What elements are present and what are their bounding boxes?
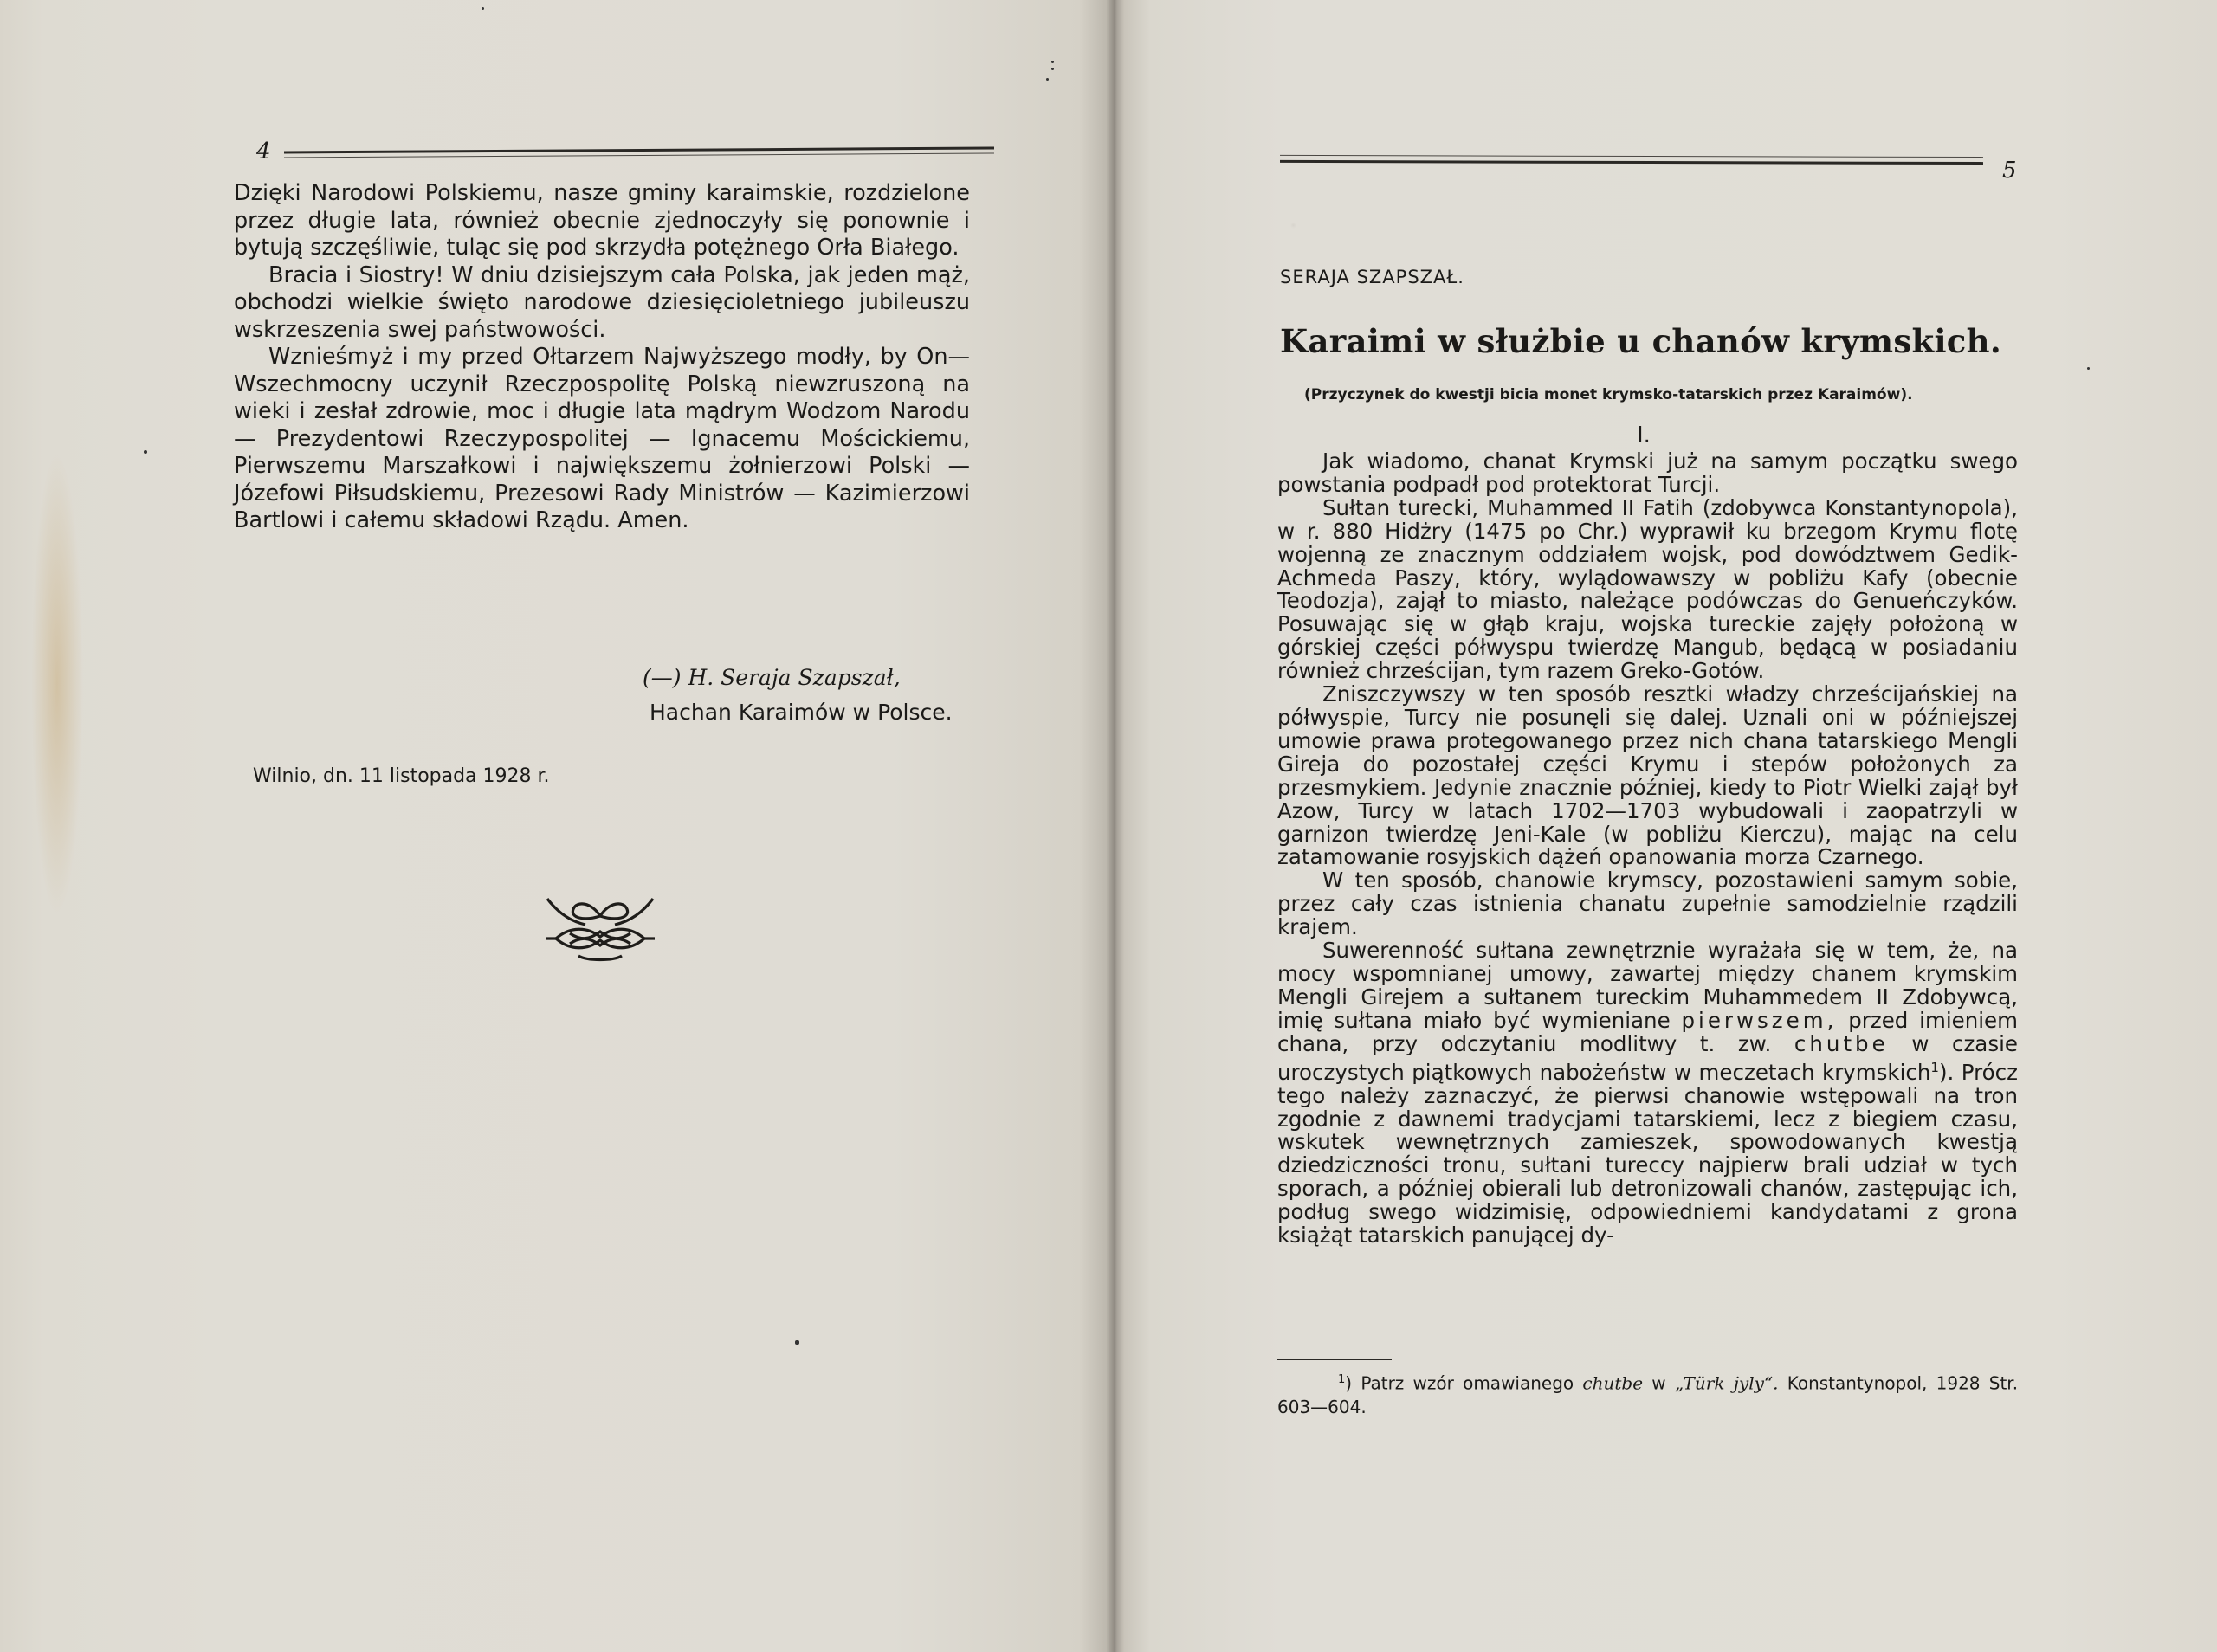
place-date: Wilnio, dn. 11 listopada 1928 r. xyxy=(253,765,550,787)
footnote-ref[interactable]: 1 xyxy=(1930,1059,1939,1075)
speck xyxy=(1051,61,1054,63)
text-run: Suwerenność sułtana zewnętrznie wyrażała się w tem, że, na mocy wspomnianej umowy, zawartej między chanem krymskim Mengli Girejem a sułtanem tureckim Muhammedem II Zdobywcą, imię sułtana miało być wymieniane xyxy=(1277,938,2018,1033)
section-number: I. xyxy=(1637,423,1651,448)
italic-title: „Türk jyly“. xyxy=(1674,1372,1779,1394)
signature-name: (—) H. Seraja Szapszał, xyxy=(643,665,901,690)
page-number-left: 4 xyxy=(256,139,271,165)
paragraph: Sułtan turecki, Muhammed II Fatih (zdobywca Konstantynopola), w r. 880 Hidżry (1475 po Chr.) wyprawił ku brzegom Krymu flotę wojenną ze znacznym oddziałem wojsk, pod dowództwem Gedik-Achmeda Paszy, który, wylądowawszy w pobliżu Kafy (obecnie Teodozja), zajął to miasto, należące podówczas do Genueńczyków. Posuwając się w głąb kraju, wojska tureckie zajęły położoną w górskiej części półwyspu twierdzę Mangub, będącą w posiadaniu również chrześcijan, tym razem Greko-Gotów. xyxy=(1277,494,2018,684)
paragraph: Wznieśmyż i my przed Ołtarzem Najwyższego modły, by On—Wszechmocny uczynił Rzeczpospolitę Polską niewzruszoną na wieki i zesłał zdrowie, moc i długie lata mądrym Wodzom Narodu — Prezydentowi Rzeczypospolitej — Ignacemu Mościckiemu, Pierwszemu Marszałkowi i największemu żołnierzowi Polski — Józefowi Piłsudskiemu, Prezesowi Rady Ministrów — Kazimierzowi Bartlowi i całemu składowi Rządu. Amen. xyxy=(234,344,970,533)
text-run: w czasie uroczystych piątkowych nabożeństw w meczetach krymskich xyxy=(1277,1030,2018,1085)
paragraph: Zniszczywszy w ten sposób resztki władzy chrześcijańskiej na półwyspie, Turcy nie posunęli się dalej. Uznali oni w późniejszej umowie prawa protegowanego przez nich chana tatarskiego Mengli Gireja do pozostałej części Krymu i stepów położonych za przesmykiem. Jedynie znacznie później, kiedy to Piotr Wielki zajął był Azow, Turcy w latach 1702—1703 wybudowali i zaopatrzyli w garnizon twierdzę Jeni-Kale (w pobliżu Kierczu), mając na celu zatamowanie rosyjskich dążeń opanowania morza Czarnego. xyxy=(1277,681,2018,870)
book-gutter xyxy=(1107,0,1124,1652)
speck xyxy=(2087,367,2090,370)
right-body-text xyxy=(1277,450,2018,1248)
article-title: Karaimi w służbie u chanów krymskich. xyxy=(1280,322,2002,360)
text-run: ) Patrz wzór omawianego xyxy=(1345,1372,1574,1394)
left-body-text xyxy=(234,180,970,535)
speck xyxy=(795,1340,799,1345)
speck xyxy=(144,450,147,454)
text-run: Konstantynopol, 1928 Str. 603—604. xyxy=(1277,1372,2019,1417)
paragraph: Bracia i Siostry! W dniu dzisiejszym cała Polska, jak jeden mąż, obchodzi wielkie święto narodowe dziesięcioletniego jubileuszu wskrzeszenia swej państwowości. xyxy=(234,261,970,343)
page-number-right: 5 xyxy=(2002,158,2017,184)
bleed-through-text: · xyxy=(1290,216,1296,237)
text-run: przed imieniem chana, przy odczytaniu modlitwy t. zw. xyxy=(1277,1007,2018,1056)
footnote-mark: 1 xyxy=(1338,1373,1346,1386)
text-run: w xyxy=(1651,1372,1666,1394)
paragraph: Dzięki Narodowi Polskiemu, nasze gminy karaimskie, rozdzielone przez długie lata, również obecnie zjednoczyły się ponownie i bytują szczęśliwie, tuląc się pod skrzydła potężnego Orła Białego. xyxy=(234,180,970,261)
speck xyxy=(482,7,484,10)
footnote-rule xyxy=(1277,1359,1392,1360)
paragraph: Jak wiadomo, chanat Krymski już na samym początku swego powstania podpadł pod protektorat Turcji. xyxy=(1277,448,2018,497)
paragraph xyxy=(1277,939,2018,1248)
speck xyxy=(1046,78,1049,81)
spaced-word: chutbe xyxy=(1794,1030,1889,1056)
italic-word: chutbe xyxy=(1582,1372,1644,1394)
footnote xyxy=(1277,1368,2018,1419)
signature-title: Hachan Karaimów w Polsce. xyxy=(650,700,953,725)
text-run: ). Prócz tego należy zaznaczyć, że pierwsi chanowie wstępowali na tron zgodnie z dawnemi tradycjami tatarskiemi, lecz z biegiem czasu, wskutek wewnętrznych zamieszek, spowodowanych kwestją dziedziczności tronu, sułtani tureccy najpierw brali udział w tych sporach, a później obierali lub detronizowali chanów, zastępując ich, podług swego widzimisię, odpowiedniemi kandydatami z grona książąt tatarskich panującej dy- xyxy=(1277,1059,2018,1249)
speck xyxy=(1051,68,1054,70)
art-nouveau-ornament-icon xyxy=(544,887,656,965)
article-subtitle: (Przyczynek do kwestji bicia monet krymsko-tatarskich przez Karaimów). xyxy=(1304,386,1913,403)
paragraph: W ten sposób, chanowie krymscy, pozostawieni samym sobie, przez cały czas istnienia chanatu zupełnie samodzielnie rządzili krajem. xyxy=(1277,868,2018,940)
article-author: SERAJA SZAPSZAŁ. xyxy=(1280,267,1464,287)
spaced-word: pierwszem, xyxy=(1681,1007,1838,1033)
paper-stain xyxy=(31,450,83,918)
